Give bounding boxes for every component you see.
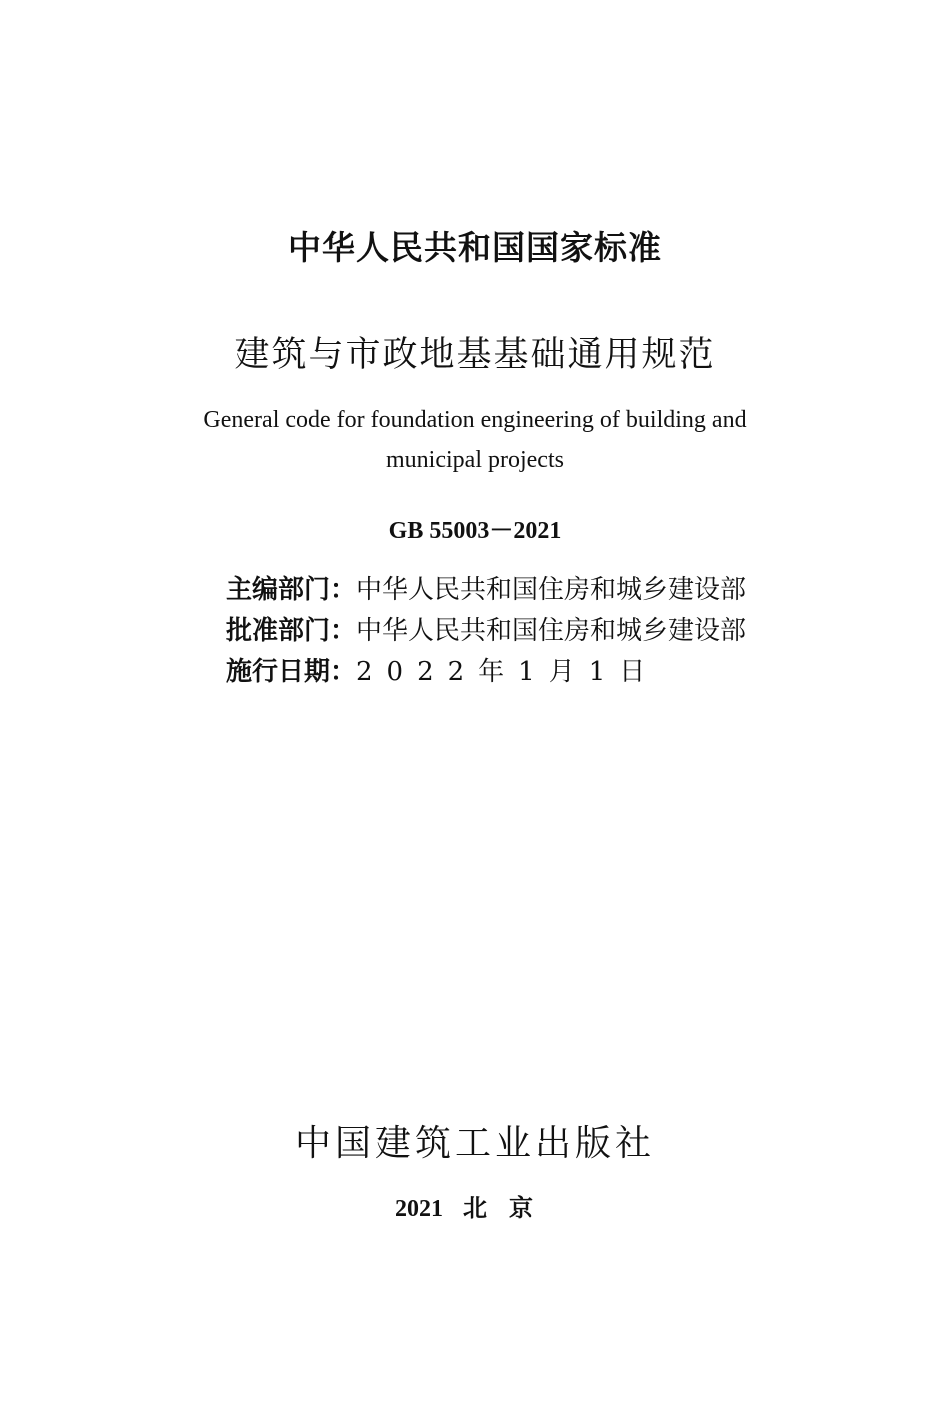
meta-row-effective-date [226, 652, 786, 693]
meta-row-editor [226, 570, 786, 611]
publisher-name: 中国建筑工业出版社 [294, 1123, 655, 1164]
meta-label-effective-date: 施行日期： [226, 657, 357, 687]
meta-row-approver [226, 611, 786, 652]
title-chinese: 建筑与市政地基基础通用规范 [234, 335, 716, 375]
title-english-line-1: General code for foundation engineering of building and [203, 407, 747, 433]
title-english [0, 400, 950, 480]
standard-label: 中华人民共和国国家标准 [288, 228, 662, 267]
meta-label-approver: 批准部门： [226, 616, 357, 646]
imprint [0, 1188, 950, 1223]
imprint-city: 北京 [463, 1193, 555, 1222]
imprint-year: 2021 [395, 1196, 443, 1222]
meta-value-effective-date: 2022年1月1日 [356, 657, 660, 687]
meta-label-editor: 主编部门： [226, 575, 357, 605]
meta-value-editor: 中华人民共和国住房和城乡建设部 [356, 575, 747, 605]
standard-code: GB 55003－2021 [388, 518, 562, 544]
title-english-line-2: municipal projects [386, 447, 564, 473]
meta-value-approver: 中华人民共和国住房和城乡建设部 [356, 616, 747, 646]
meta-block [226, 570, 786, 693]
